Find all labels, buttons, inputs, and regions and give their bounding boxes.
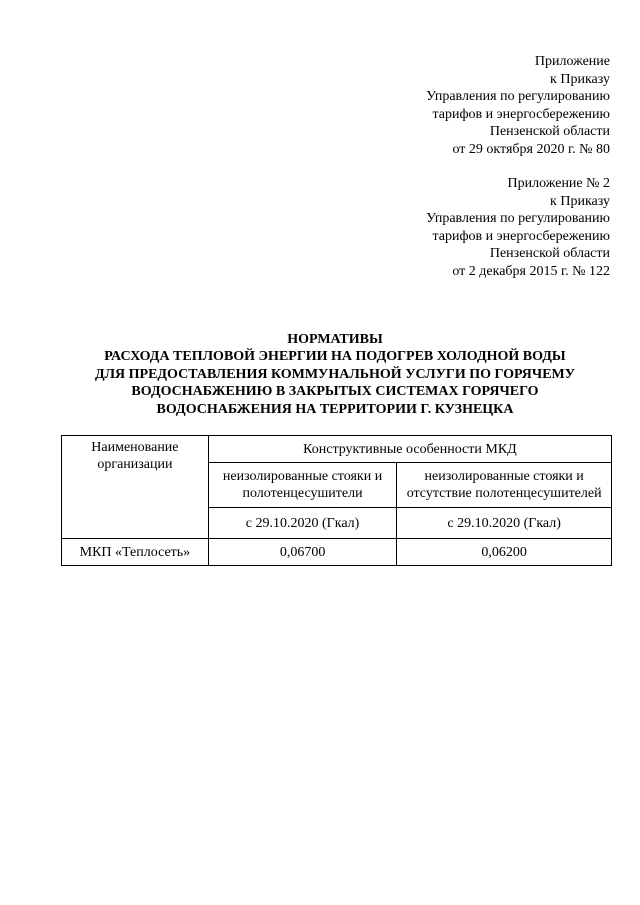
header-line: полотенцесушители	[242, 486, 363, 501]
organization-name-cell: МКП «Теплосеть»	[62, 539, 209, 566]
appendix-line: Управления по регулированию	[426, 89, 610, 105]
title-line: РАСХОДА ТЕПЛОВОЙ ЭНЕРГИИ НА ПОДОГРЕВ ХОЛОДНОЙ ВОДЫ	[104, 349, 566, 365]
header-line: организации	[97, 457, 173, 472]
title-line: ДЛЯ ПРЕДОСТАВЛЕНИЯ КОММУНАЛЬНОЙ УСЛУГИ ПО ГОРЯЧЕМУ	[94, 366, 576, 382]
design-features-header: Конструктивные особенности МКД	[208, 436, 611, 463]
title-line: НОРМАТИВЫ	[287, 332, 383, 347]
subheader-uninsulated-no-towel-dryers	[397, 463, 612, 508]
title-line: ВОДОСНАБЖЕНИЮ В ЗАКРЫТЫХ СИСТЕМАХ ГОРЯЧЕГО	[131, 384, 539, 400]
org-column-header	[62, 436, 209, 539]
date-header: с 29.10.2020 (Гкал)	[397, 508, 612, 539]
appendix-line: к Приказу	[550, 71, 610, 87]
appendix-line: Управления по регулированию	[426, 211, 610, 227]
appendix-block-original	[426, 175, 610, 281]
table-row	[62, 539, 612, 566]
appendix-line: к Приказу	[550, 193, 610, 209]
title-line: ВОДОСНАБЖЕНИЯ НА ТЕРРИТОРИИ Г. КУЗНЕЦКА	[156, 401, 514, 417]
header-line: неизолированные стояки и	[222, 469, 383, 484]
date-header: с 29.10.2020 (Гкал)	[208, 508, 396, 539]
appendix-line: тарифов и энергосбережению	[432, 228, 610, 244]
value-cell: 0,06200	[397, 539, 612, 566]
appendix-line: Пензенской области	[489, 124, 610, 140]
header-line: неизолированные стояки и	[424, 469, 584, 484]
appendix-line: Приложение № 2	[507, 176, 610, 191]
appendix-line: Приложение	[534, 54, 610, 69]
appendix-block-current	[426, 53, 610, 159]
norms-table	[61, 435, 612, 566]
header-line: Наименование	[91, 440, 179, 455]
table-header-row	[62, 436, 612, 463]
appendix-line: от 2 декабря 2015 г. № 122	[452, 263, 610, 279]
value-cell: 0,06700	[208, 539, 396, 566]
appendix-line: тарифов и энергосбережению	[432, 106, 610, 122]
appendix-line: от 29 октября 2020 г. № 80	[452, 141, 610, 157]
document-title	[40, 331, 630, 418]
header-line: отсутствие полотенцесушителей	[406, 486, 602, 501]
appendix-line: Пензенской области	[489, 246, 610, 262]
subheader-uninsulated-with-towel-dryers	[208, 463, 396, 508]
